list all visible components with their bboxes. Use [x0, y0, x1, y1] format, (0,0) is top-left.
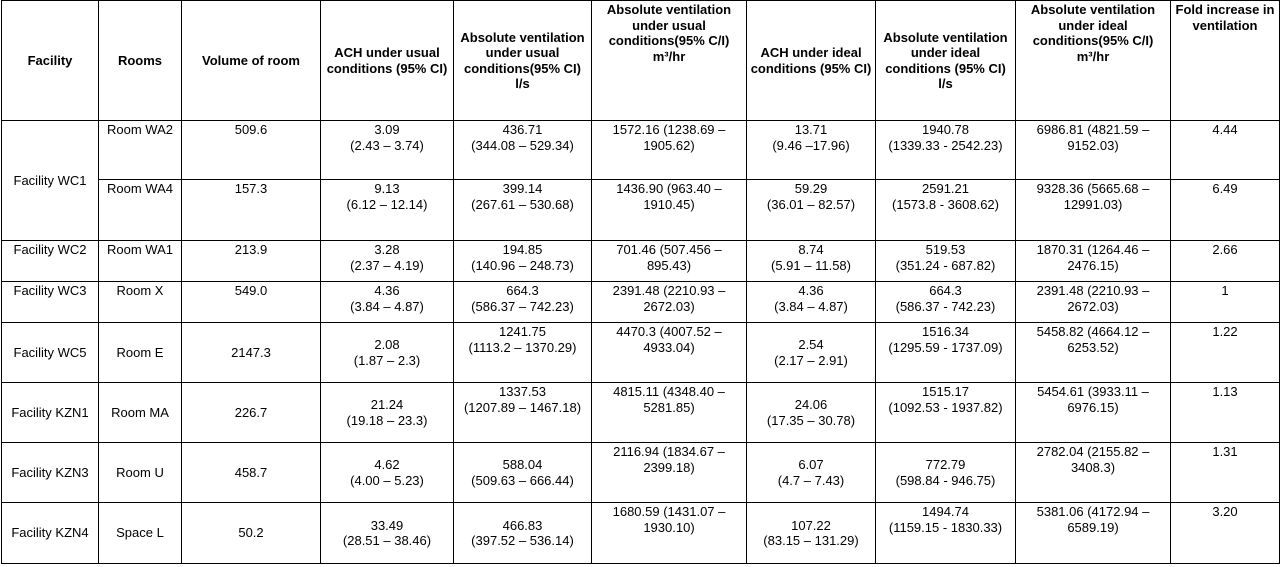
cell-room: Room WA4 [99, 180, 182, 241]
cell-facility: Facility KZN3 [2, 443, 99, 503]
header-volume: Volume of room [182, 1, 321, 121]
cell-volume: 50.2 [182, 503, 321, 564]
cell-volume: 509.6 [182, 121, 321, 180]
cell-room: Room X [99, 282, 182, 323]
cell-ach-usual: 4.36 (3.84 – 4.87) [321, 282, 454, 323]
cell-abs-ideal-ls: 519.53 (351.24 - 687.82) [876, 241, 1016, 282]
table-row [2, 241, 1280, 282]
cell-fold: 4.44 [1171, 121, 1280, 180]
cell-room: Room E [99, 323, 182, 383]
cell-abs-usual-ls: 399.14 (267.61 – 530.68) [454, 180, 592, 241]
cell-room: Room U [99, 443, 182, 503]
cell-ach-ideal: 8.74 (5.91 – 11.58) [747, 241, 876, 282]
cell-abs-ideal-m3: 6986.81 (4821.59 – 9152.03) [1016, 121, 1171, 180]
cell-fold: 1 [1171, 282, 1280, 323]
cell-ach-usual: 9.13 (6.12 – 12.14) [321, 180, 454, 241]
ventilation-table [1, 0, 1280, 564]
header-rooms: Rooms [99, 1, 182, 121]
header-abs-usual-m3: Absolute ventilation under usual conditions(95% C/I) m³/hr [592, 1, 747, 121]
cell-abs-ideal-m3: 2391.48 (2210.93 – 2672.03) [1016, 282, 1171, 323]
header-abs-ideal-m3: Absolute ventilation under ideal conditions(95% C/I) m³/hr [1016, 1, 1171, 121]
cell-abs-ideal-m3: 2782.04 (2155.82 – 3408.3) [1016, 443, 1171, 503]
cell-volume: 458.7 [182, 443, 321, 503]
cell-fold: 1.13 [1171, 383, 1280, 443]
header-ach-usual: ACH under usual conditions (95% CI) [321, 1, 454, 121]
cell-abs-usual-ls: 466.83 (397.52 – 536.14) [454, 503, 592, 564]
cell-ach-ideal: 6.07 (4.7 – 7.43) [747, 443, 876, 503]
cell-abs-usual-ls: 1241.75 (1113.2 – 1370.29) [454, 323, 592, 383]
cell-fold: 3.20 [1171, 503, 1280, 564]
cell-abs-ideal-ls: 1515.17 (1092.53 - 1937.82) [876, 383, 1016, 443]
header-abs-ideal-ls: Absolute ventilation under ideal conditions (95% CI) l/s [876, 1, 1016, 121]
table-row [2, 323, 1280, 383]
header-row [2, 1, 1280, 121]
cell-abs-ideal-ls: 1494.74 (1159.15 - 1830.33) [876, 503, 1016, 564]
table-row [2, 503, 1280, 564]
cell-abs-ideal-m3: 1870.31 (1264.46 – 2476.15) [1016, 241, 1171, 282]
cell-abs-usual-ls: 1337.53 (1207.89 – 1467.18) [454, 383, 592, 443]
cell-abs-usual-m3: 1572.16 (1238.69 – 1905.62) [592, 121, 747, 180]
cell-ach-usual: 21.24 (19.18 – 23.3) [321, 383, 454, 443]
cell-volume: 2147.3 [182, 323, 321, 383]
cell-ach-ideal: 4.36 (3.84 – 4.87) [747, 282, 876, 323]
cell-ach-ideal: 24.06 (17.35 – 30.78) [747, 383, 876, 443]
cell-room: Room WA2 [99, 121, 182, 180]
cell-ach-ideal: 13.71 (9.46 –17.96) [747, 121, 876, 180]
table-row [2, 180, 1280, 241]
cell-ach-usual: 33.49 (28.51 – 38.46) [321, 503, 454, 564]
cell-volume: 549.0 [182, 282, 321, 323]
cell-volume: 213.9 [182, 241, 321, 282]
cell-room: Space L [99, 503, 182, 564]
table-row [2, 282, 1280, 323]
cell-abs-usual-m3: 2116.94 (1834.67 – 2399.18) [592, 443, 747, 503]
cell-abs-usual-m3: 4470.3 (4007.52 – 4933.04) [592, 323, 747, 383]
cell-abs-ideal-m3: 9328.36 (5665.68 – 12991.03) [1016, 180, 1171, 241]
cell-ach-ideal: 107.22 (83.15 – 131.29) [747, 503, 876, 564]
cell-abs-usual-ls: 664.3 (586.37 – 742.23) [454, 282, 592, 323]
cell-ach-usual: 3.09 (2.43 – 3.74) [321, 121, 454, 180]
cell-abs-usual-m3: 4815.11 (4348.40 – 5281.85) [592, 383, 747, 443]
header-facility: Facility [2, 1, 99, 121]
cell-abs-usual-ls: 588.04 (509.63 – 666.44) [454, 443, 592, 503]
cell-ach-usual: 4.62 (4.00 – 5.23) [321, 443, 454, 503]
cell-fold: 1.22 [1171, 323, 1280, 383]
cell-abs-ideal-m3: 5381.06 (4172.94 – 6589.19) [1016, 503, 1171, 564]
cell-abs-ideal-ls: 1516.34 (1295.59 - 1737.09) [876, 323, 1016, 383]
cell-facility: Facility WC3 [2, 282, 99, 323]
header-abs-usual-ls: Absolute ventilation under usual conditions(95% CI) l/s [454, 1, 592, 121]
cell-facility: Facility KZN1 [2, 383, 99, 443]
cell-fold: 2.66 [1171, 241, 1280, 282]
cell-abs-usual-m3: 2391.48 (2210.93 – 2672.03) [592, 282, 747, 323]
table-row [2, 443, 1280, 503]
cell-abs-ideal-ls: 772.79 (598.84 - 946.75) [876, 443, 1016, 503]
cell-facility: Facility KZN4 [2, 503, 99, 564]
cell-abs-ideal-ls: 1940.78 (1339.33 - 2542.23) [876, 121, 1016, 180]
cell-abs-ideal-m3: 5458.82 (4664.12 – 6253.52) [1016, 323, 1171, 383]
cell-facility: Facility WC5 [2, 323, 99, 383]
cell-fold: 1.31 [1171, 443, 1280, 503]
cell-facility: Facility WC1 [2, 121, 99, 241]
cell-abs-usual-m3: 701.46 (507.456 – 895.43) [592, 241, 747, 282]
header-fold-increase: Fold increase in ventilation [1171, 1, 1280, 121]
cell-abs-usual-ls: 194.85 (140.96 – 248.73) [454, 241, 592, 282]
cell-room: Room MA [99, 383, 182, 443]
cell-volume: 226.7 [182, 383, 321, 443]
cell-abs-usual-ls: 436.71 (344.08 – 529.34) [454, 121, 592, 180]
cell-facility: Facility WC2 [2, 241, 99, 282]
table-row [2, 121, 1280, 180]
cell-room: Room WA1 [99, 241, 182, 282]
cell-ach-ideal: 2.54 (2.17 – 2.91) [747, 323, 876, 383]
cell-abs-usual-m3: 1680.59 (1431.07 – 1930.10) [592, 503, 747, 564]
cell-abs-usual-m3: 1436.90 (963.40 – 1910.45) [592, 180, 747, 241]
cell-ach-usual: 2.08 (1.87 – 2.3) [321, 323, 454, 383]
table-row [2, 383, 1280, 443]
cell-ach-ideal: 59.29 (36.01 – 82.57) [747, 180, 876, 241]
cell-abs-ideal-m3: 5454.61 (3933.11 – 6976.15) [1016, 383, 1171, 443]
cell-fold: 6.49 [1171, 180, 1280, 241]
cell-abs-ideal-ls: 2591.21 (1573.8 - 3608.62) [876, 180, 1016, 241]
cell-ach-usual: 3.28 (2.37 – 4.19) [321, 241, 454, 282]
cell-volume: 157.3 [182, 180, 321, 241]
header-ach-ideal: ACH under ideal conditions (95% CI) [747, 1, 876, 121]
cell-abs-ideal-ls: 664.3 (586.37 - 742.23) [876, 282, 1016, 323]
